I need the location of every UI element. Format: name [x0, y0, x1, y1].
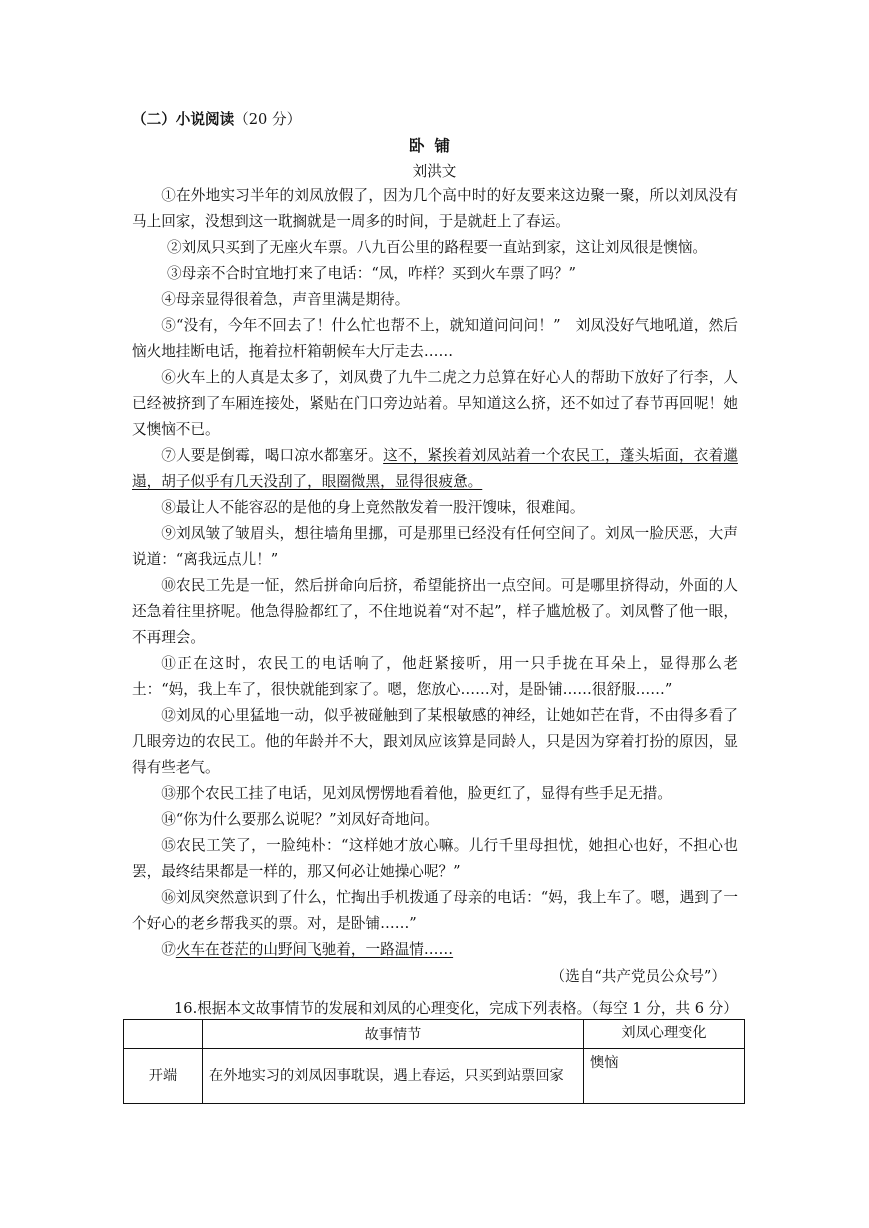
story-title: 卧铺 [408, 136, 460, 155]
paragraph-5: ⑤“没有，今年不回去了！什么忙也帮不上，就知道问问问！” 刘凤没好气地吼道，然后恼火地挂断电话，拖着拉杆箱朝候车大厅走去…… [132, 317, 738, 360]
paragraph-10: ⑩农民工先是一怔，然后拼命向后挤，希望能挤出一点空间。可是哪里挤得动，外面的人还急着往里挤呢。他急得脸都红了，不住地说着“对不起”，样子尴尬极了。刘凤瞥了他一眼，不再理会。 [132, 577, 738, 646]
paragraph-16: ⑯刘凤突然意识到了什么，忙掏出手机拨通了母亲的电话：“妈，我上车了。嗯，遇到了一个好心的老乡帮我买的票。对，是卧铺……” [132, 889, 738, 932]
header-cell-plot: 故事情节 [203, 1020, 584, 1049]
table-row [124, 1049, 745, 1104]
section-score: （20 分） [234, 111, 302, 128]
paragraph-13: ⑬那个农民工挂了电话，见刘凤愣愣地看着他，脸更红了，显得有些手足无措。 [161, 785, 672, 802]
underlined-ending: 火车在苍茫的山野间飞驰着，一路温情…… [175, 941, 454, 958]
underlined-sentence: 这不，紧挨着刘凤站着一个农民工，蓬头垢面，衣着邋遢，胡子似乎有几天没刮了，眼圈微黑，显得很疲惫。 [132, 447, 738, 490]
paragraph-2: ②刘凤只买到了无座火车票。八九百公里的路程要一直站到家，这让刘凤很是懊恼。 [167, 239, 708, 256]
paragraph-9: ⑨刘凤皱了皱眉头，想往墙角里挪，可是那里已经没有任何空间了。刘凤一脸厌恶，大声说道：“离我远点儿！” [132, 525, 738, 568]
table-header-row [124, 1020, 745, 1049]
paragraph-6: ⑥火车上的人真是太多了，刘凤费了九牛二虎之力总算在好心人的帮助下放好了行李，人已经被挤到了车厢连接处，紧贴在门口旁边站着。早知道这么挤，还不如过了春节再回呢！她又懊恼不已。 [132, 369, 738, 438]
section-title: （二）小说阅读 [132, 111, 235, 128]
paragraph-4: ④母亲显得很着急，声音里满是期待。 [161, 291, 410, 308]
psychology-cell: 懊恼 [584, 1049, 745, 1104]
story-body [132, 183, 738, 990]
paragraph-11: ⑪正在这时，农民工的电话响了，他赶紧接听，用一只手拢在耳朵上，显得那么老土：“妈，我上车了，很快就能到家了。嗯，您放心……对，是卧铺……很舒服……” [132, 655, 738, 698]
paragraph-17-number: ⑰ [161, 941, 176, 958]
header-cell-stage [124, 1020, 203, 1049]
question-16-prompt: 16.根据本文故事情节的发展和刘凤的心理变化，完成下列表格。（每空 1 分，共 6 分） [174, 1000, 738, 1017]
paragraph-15: ⑮农民工笑了，一脸纯朴：“这样她才放心嘛。儿行千里母担忧，她担心也好，不担心也罢，最终结果都是一样的，那又何必让她操心呢？” [132, 837, 738, 880]
paragraph-17 [132, 937, 738, 963]
paragraph-14: ⑭“你为什么要那么说呢？”刘凤好奇地问。 [161, 811, 439, 828]
paragraph-1: ①在外地实习半年的刘凤放假了，因为几个高中时的好友要来这边聚一聚，所以刘凤没有马上回家，没想到这一耽搁就是一周多的时间，于是就赶上了春运。 [132, 187, 738, 230]
stage-cell: 开端 [124, 1049, 203, 1104]
paragraph-3: ③母亲不合时宜地打来了电话：“凤，咋样？买到火车票了吗？” [167, 265, 576, 282]
paragraph-8: ⑧最让人不能容忍的是他的身上竟然散发着一股汗馊味，很难闻。 [161, 499, 585, 516]
paragraph-12: ⑫刘凤的心里猛地一动，似乎被碰触到了某根敏感的神经，让她如芒在背，不由得多看了几眼旁边的农民工。他的年龄并不大，跟刘凤应该算是同龄人，只是因为穿着打扮的原因，显得有些老气。 [132, 707, 738, 776]
section-heading [132, 108, 301, 129]
plot-cell: 在外地实习的刘凤因事耽误，遇上春运，只买到站票回家 [203, 1049, 584, 1104]
source-note: （选自“共产党员公众号”） [550, 968, 726, 985]
story-author: 刘洪文 [412, 163, 457, 180]
answer-table [123, 1019, 745, 1104]
paragraph-7 [132, 443, 738, 495]
paragraph-7-lead: ⑦人要是倒霉，喝口凉水都塞牙。 [161, 447, 384, 464]
header-cell-psychology: 刘凤心理变化 [584, 1020, 745, 1049]
